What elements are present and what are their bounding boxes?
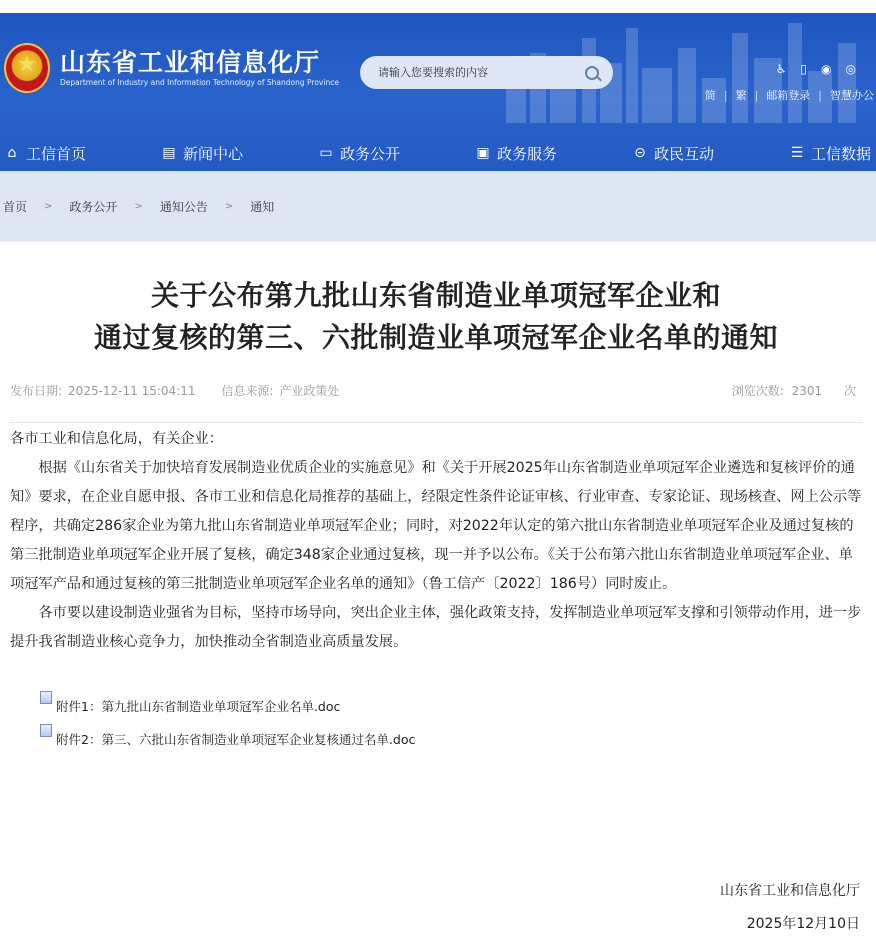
mobile-icon[interactable]: ▯ bbox=[800, 62, 808, 76]
nav-home[interactable]: ⌂ 工信首页 bbox=[4, 143, 86, 164]
breadcrumb-separator: > bbox=[134, 200, 143, 212]
views-count: 2301 bbox=[791, 384, 823, 398]
issue-date: 2025年12月10日 bbox=[746, 916, 860, 932]
simplified-link[interactable]: 简 bbox=[704, 89, 716, 102]
nav-data[interactable]: ☰ 工信数据 bbox=[790, 144, 872, 163]
top-strip bbox=[0, 0, 876, 13]
publish-date-label: 发布日期: bbox=[10, 384, 63, 398]
news-icon: ▤ bbox=[162, 145, 176, 161]
breadcrumb-gov-affairs[interactable]: 政务公开 bbox=[69, 199, 118, 214]
attachment-link-2[interactable]: 附件2：第三、六批山东省制造业单项冠军企业复核通过名单.doc bbox=[56, 732, 416, 747]
breadcrumb-separator: > bbox=[224, 200, 234, 212]
article-body bbox=[10, 423, 862, 657]
source: 产业政策处 bbox=[279, 384, 340, 398]
separator: | bbox=[754, 88, 759, 102]
paragraph: 各市要以建设制造业强省为目标，坚持市场导向，突出企业主体，强化政策支持，发挥制造业单项冠军支撑和引领带动作用，进一步提升我省制造业核心竞争力，加快推动全省制造业高质量发展。 bbox=[10, 605, 862, 650]
salutation: 各市工业和信息化局，有关企业： bbox=[10, 431, 223, 447]
tool-icons bbox=[776, 62, 856, 76]
doc-icon bbox=[40, 724, 52, 737]
breadcrumb-home[interactable]: 首页 bbox=[3, 199, 28, 214]
site-title: 山东省工业和信息化厅 bbox=[60, 48, 321, 77]
source-label: 信息来源: bbox=[221, 384, 274, 398]
weibo-icon[interactable]: ◎ bbox=[845, 62, 856, 76]
attachment-item bbox=[40, 697, 862, 730]
search-box bbox=[360, 56, 613, 89]
email-login-link[interactable]: 邮箱登录 bbox=[766, 89, 811, 102]
traditional-link[interactable]: 繁 bbox=[735, 89, 747, 102]
accessibility-icon[interactable]: ♿ bbox=[775, 62, 787, 76]
tool-links bbox=[705, 87, 874, 103]
divider bbox=[0, 241, 876, 251]
service-icon: ▣ bbox=[476, 145, 490, 161]
database-icon: ☰ bbox=[790, 145, 804, 161]
publish-date: 2025-12-11 15:04:11 bbox=[68, 384, 196, 398]
attachment-link-1[interactable]: 附件1：第九批山东省制造业单项冠军企业名单.doc bbox=[56, 699, 341, 714]
breadcrumb-separator: > bbox=[44, 200, 53, 212]
views-unit: 次 bbox=[843, 384, 856, 398]
breadcrumb bbox=[0, 171, 876, 241]
nav-gov-affairs[interactable]: ▭ 政务公开 bbox=[319, 144, 401, 163]
nav-gov-service[interactable]: ▣ 政务服务 bbox=[476, 144, 558, 163]
site-title-en: Department of Industry and Information Technology of Shandong Province bbox=[60, 78, 339, 87]
breadcrumb-notices[interactable]: 通知公告 bbox=[159, 199, 208, 214]
page-title: 关于公布第九批山东省制造业单项冠军企业和 通过复核的第三、六批制造业单项冠军企业名单的通知 bbox=[93, 279, 778, 354]
paragraph: 根据《山东省关于加快培育发展制造业优质企业的实施意见》和《关于开展2025年山东省制造业单项冠军企业遴选和复核评价的通知》要求，在企业自愿申报、各市工业和信息化局推荐的基础上，经限定性条件论证审核、行业审查、专家论证、现场核查、网上公示等程序，共确定286家企业为第九批山东省制造业单项冠军企业；同时，对2022年认定的第六批山东省制造业单项冠军企业及通过复核的第三批制造业单项冠军企业开展了复核，确定348家企业通过复核，现一并予以公布。《关于公布第六批山东省制造业单项冠军企业、单项冠军产品和通过复核的第三批制造业单项冠军企业名单的通知》（鲁工信产〔2022〕186号）同时废止。 bbox=[10, 460, 862, 592]
nav-interaction[interactable]: ⊝ 政民互动 bbox=[632, 143, 714, 164]
national-emblem-icon bbox=[4, 43, 50, 93]
views-label: 浏览次数: bbox=[731, 384, 784, 398]
breadcrumb-current[interactable]: 通知 bbox=[250, 199, 275, 214]
attachment-item bbox=[40, 730, 862, 763]
search-icon[interactable] bbox=[585, 66, 599, 80]
site-header bbox=[0, 13, 876, 171]
separator: | bbox=[723, 88, 728, 102]
attachments bbox=[10, 697, 862, 763]
main-nav bbox=[0, 135, 876, 171]
nav-news[interactable]: ▤ 新闻中心 bbox=[162, 144, 244, 163]
monitor-icon: ▭ bbox=[319, 145, 333, 161]
separator: | bbox=[818, 88, 822, 102]
home-icon: ⌂ bbox=[7, 145, 17, 161]
wechat-icon[interactable]: ◉ bbox=[821, 62, 832, 76]
search-input[interactable] bbox=[378, 66, 585, 79]
doc-icon bbox=[40, 691, 52, 704]
chat-icon: ⊝ bbox=[634, 145, 646, 161]
site-logo[interactable] bbox=[4, 43, 339, 93]
article-meta bbox=[10, 373, 862, 423]
signature: 山东省工业和信息化厅 bbox=[720, 883, 860, 899]
article bbox=[0, 251, 876, 763]
smart-office-link[interactable]: 智慧办公 bbox=[830, 89, 874, 102]
